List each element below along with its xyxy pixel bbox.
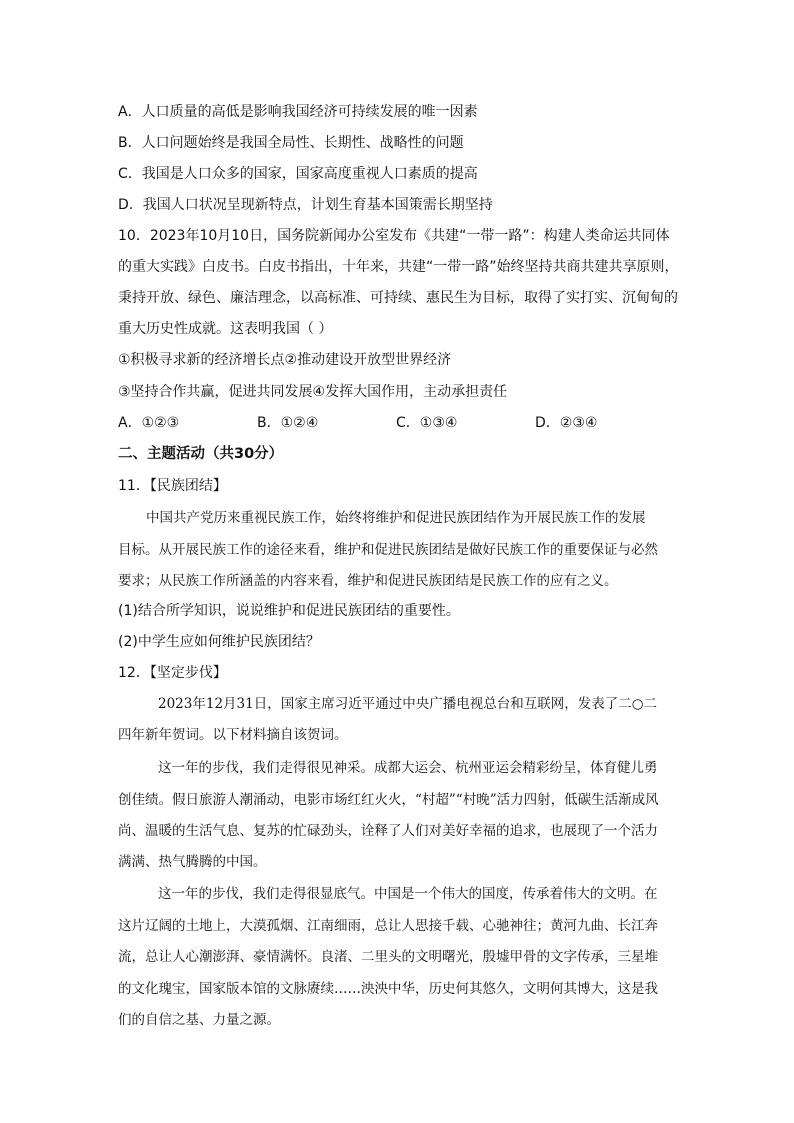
q10-stem-line: 重大历史性成就。这表明我国（ ）: [118, 321, 333, 337]
q12-para3-line: 流，总让人心潮澎湃、豪情满怀。良渚、二里头的文明曙光，殷墟甲骨的文字传承，三星堆: [118, 949, 658, 965]
q10-stem-line: 10．2023年10月10日，国务院新闻办公室发布《共建“一带一路”：构建人类命运共同体: [118, 228, 670, 244]
q12-para1-line: 2023年12月31日，国家主席习近平通过中央广播电视总台和互联网，发表了二○二: [158, 696, 657, 712]
q9-option-a: A．人口质量的高低是影响我国经济可持续发展的唯一因素: [118, 104, 478, 120]
section-title: 二、主题活动（共30分）: [118, 446, 284, 462]
q10-option-a: A．①②③: [118, 415, 180, 431]
q11-material-line: 中国共产党历来重视民族工作，始终将维护和促进民族团结作为开展民族工作的发展: [146, 510, 646, 526]
q11-heading: 11．【民族团结】: [118, 478, 227, 494]
q12-para2-line: 创佳绩。假日旅游人潮涌动，电影市场红红火火，“村超”“村晚”活力四射，低碳生活渐成风: [118, 792, 659, 808]
q12-para3-line: 们的自信之基、力量之源。: [118, 1012, 280, 1028]
q12-para2-line: 尚、温暖的生活气息、复苏的忙碌劲头，诠释了人们对美好幸福的追求，也展现了一个活力: [118, 823, 658, 839]
q10-stem-line: 秉持开放、绿色、廉洁理念，以高标准、可持续、惠民生为目标，取得了实打实、沉甸甸的: [118, 290, 678, 306]
q11-subquestion-2: (2)中学生应如何维护民族团结？: [118, 634, 320, 650]
q10-option-b: B．①②④: [257, 415, 319, 431]
q12-para2-line: 这一年的步伐，我们走得很见神采。成都大运会、杭州亚运会精彩纷呈，体育健儿勇: [158, 760, 658, 776]
q10-statement: ③坚持合作共赢，促进共同发展④发挥大国作用，主动承担责任: [118, 384, 508, 400]
q12-heading: 12．【坚定步伐】: [118, 665, 227, 681]
q9-option-c: C．我国是人口众多的国家，国家高度重视人口素质的提高: [118, 166, 478, 182]
q12-para3-line: 的文化瑰宝，国家版本馆的文脉赓续……泱泱中华，历史何其悠久，文明何其博大，这是我: [118, 981, 658, 997]
q11-material-line: 目标。从开展民族工作的途径来看，维护和促进民族团结是做好民族工作的重要保证与必然: [118, 542, 658, 558]
q9-option-b: B．人口问题始终是我国全局性、长期性、战略性的问题: [118, 135, 464, 151]
q11-material-line: 要求；从民族工作所涵盖的内容来看，维护和促进民族团结是民族工作的应有之义。: [118, 573, 618, 589]
q12-para3-line: 这片辽阔的土地上，大漠孤烟、江南细雨，总让人思接千载、心驰神往；黄河九曲、长江奔: [118, 918, 658, 934]
q10-stem-line: 的重大实践》白皮书。白皮书指出，十年来，共建“一带一路”始终坚持共商共建共享原则，: [118, 259, 679, 275]
q12-para1-line: 四年新年贺词。以下材料摘自该贺词。: [118, 727, 348, 743]
q10-option-c: C．①③④: [396, 415, 458, 431]
q10-option-d: D．②③④: [535, 415, 598, 431]
q12-para2-line: 满满、热气腾腾的中国。: [118, 854, 267, 870]
q12-para3-line: 这一年的步伐，我们走得很显底气。中国是一个伟大的国度，传承着伟大的文明。在: [158, 886, 658, 902]
q11-subquestion-1: (1)结合所学知识，说说维护和促进民族团结的重要性。: [118, 603, 460, 619]
q9-option-d: D．我国人口状况呈现新特点，计划生育基本国策需长期坚持: [118, 197, 493, 213]
q10-statement: ①积极寻求新的经济增长点②推动建设开放型世界经济: [118, 352, 452, 368]
